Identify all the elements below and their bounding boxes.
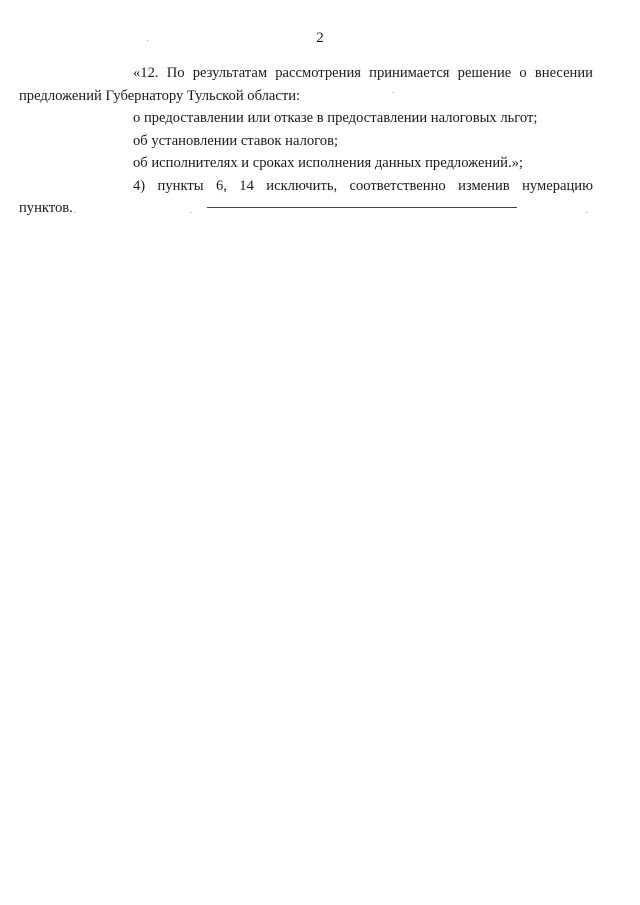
list-item-tax-benefits: о предоставлении или отказе в предоставлении налоговых льгот; [133,110,538,126]
paragraph-item-12-line2: предложений Губернатору Тульской области: [19,87,301,104]
paragraph-item-4-line1: 4) пункты 6, 14 исключить, соответственно изменив нумерацию [133,177,593,194]
scan-speck [147,40,148,41]
scan-speck [393,92,394,93]
scan-speck [190,212,191,213]
list-item-tax-rates: об установлении ставок налогов; [133,132,339,149]
paragraph-item-4-line2: пунктов. [19,200,73,216]
list-item-executors: об исполнителях и сроках исполнения данных предложений.»; [133,155,523,171]
paragraph-item-12-line1: «12. По результатам рассмотрения принимается решение о внесении [133,65,593,81]
scan-speck [74,212,75,213]
paragraph-item-4 [19,175,593,220]
paragraph-item-12 [19,62,593,107]
end-of-text-divider [207,207,517,208]
page-number: 2 [316,30,324,46]
document-body [19,62,593,220]
scan-speck [586,212,587,213]
